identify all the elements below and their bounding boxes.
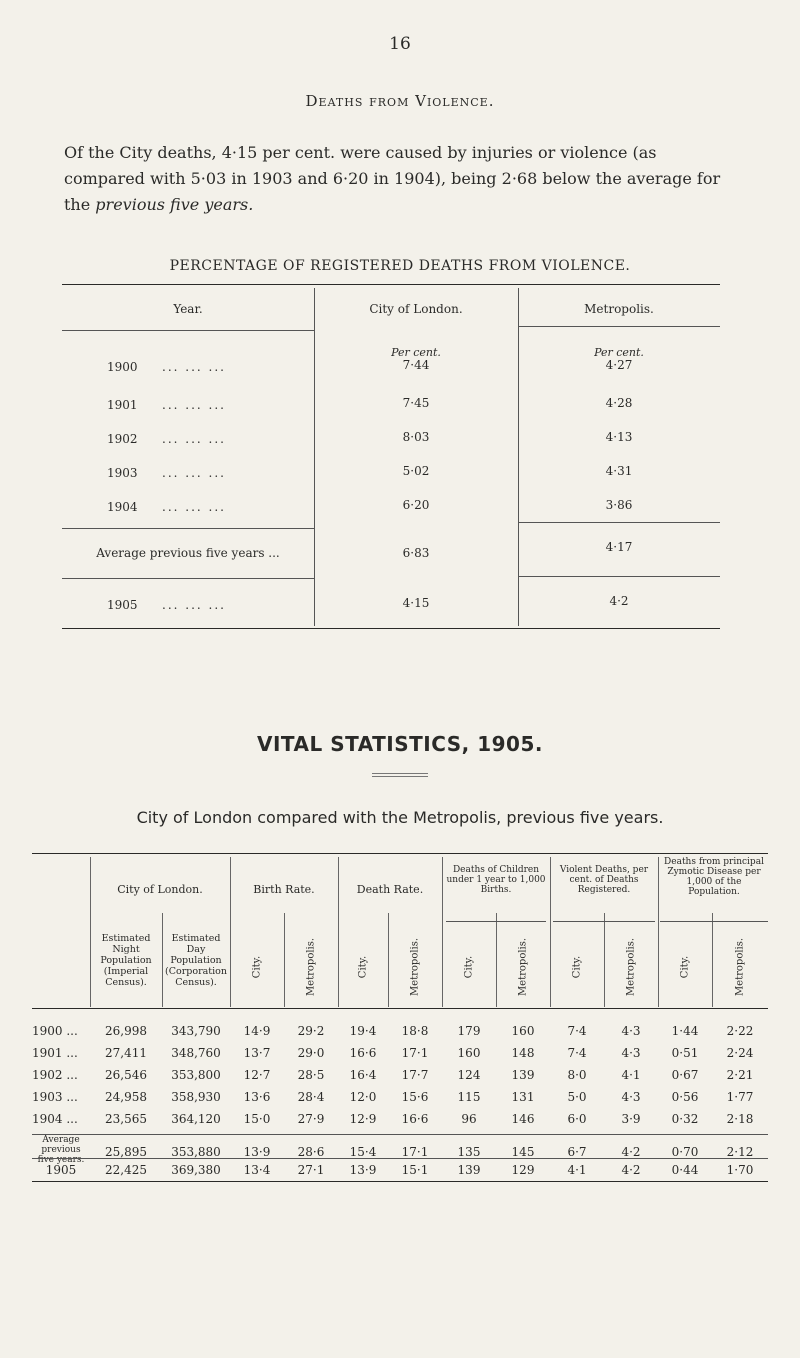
group-city-london: City of London. — [117, 883, 203, 896]
row-value: 4·1 — [567, 1163, 587, 1177]
row-value: 0·44 — [671, 1163, 699, 1177]
current-metro: 4·2 — [609, 594, 629, 608]
row-dots: ... ... ... — [162, 360, 226, 374]
row-value: 0·51 — [671, 1046, 699, 1060]
table1-header-rule — [62, 330, 314, 331]
row-value: 22,425 — [105, 1163, 147, 1177]
table2-divider — [338, 857, 339, 1007]
row-value: 26,998 — [105, 1024, 147, 1038]
row-value: 4·2 — [621, 1163, 641, 1177]
row-value: 369,380 — [171, 1163, 221, 1177]
row-value: 6·7 — [567, 1145, 587, 1159]
row-label: 1904 ... — [32, 1112, 78, 1126]
row-value: 27,411 — [105, 1046, 147, 1060]
row-value: 4·3 — [621, 1024, 641, 1038]
row-value: 16·4 — [349, 1068, 377, 1082]
row-value: 0·70 — [671, 1145, 699, 1159]
row-label: Average previous five years. — [37, 1135, 85, 1165]
row-value: 4·3 — [621, 1090, 641, 1104]
sub-label: Metropolis. — [305, 937, 317, 997]
header-year: Year. — [173, 302, 203, 316]
row-value: 358,930 — [171, 1090, 221, 1104]
row-value: 28·6 — [297, 1145, 325, 1159]
row-dots: ... ... ... — [162, 398, 226, 412]
row-value: 139 — [457, 1163, 481, 1177]
vital-statistics-subtitle: City of London compared with the Metropolis, previous five years. — [136, 808, 664, 827]
average-metro: 4·17 — [605, 540, 633, 554]
table2-group-rule — [446, 921, 546, 922]
row-value: 0·67 — [671, 1068, 699, 1082]
row-value: 348,760 — [171, 1046, 221, 1060]
table2-divider — [388, 913, 389, 1007]
row-metro: 4·13 — [605, 430, 633, 444]
sub-death-city — [353, 937, 373, 997]
sub-violent-city — [567, 937, 587, 997]
row-value: 3·9 — [621, 1112, 641, 1126]
table2-rule — [32, 1158, 768, 1159]
row-value: 28·4 — [297, 1090, 325, 1104]
table2-group-rule — [660, 921, 768, 922]
sub-children-city — [459, 937, 479, 997]
row-value: 29·2 — [297, 1024, 325, 1038]
row-year: 1903 — [107, 466, 138, 480]
row-value: 18·8 — [401, 1024, 429, 1038]
sub-night-population: Estimated Night Population (Imperial Census). — [100, 933, 152, 988]
row-value: 0·32 — [671, 1112, 699, 1126]
table1-rule — [518, 576, 720, 577]
row-value: 115 — [457, 1090, 481, 1104]
sub-label: City. — [357, 955, 369, 979]
group-zymotic-deaths: Deaths from principal Zymotic Disease per 1,000 of the Population. — [664, 857, 764, 897]
row-value: 12·0 — [349, 1090, 377, 1104]
row-value: 146 — [511, 1112, 535, 1126]
table2-header-rule — [32, 1008, 768, 1009]
average-city: 6·83 — [402, 546, 430, 560]
row-value: 7·4 — [567, 1046, 587, 1060]
row-value: 124 — [457, 1068, 481, 1082]
paragraph-emphasis: previous five years. — [95, 195, 254, 214]
row-city: 7·45 — [402, 396, 430, 410]
row-value: 353,880 — [171, 1145, 221, 1159]
current-year: 1905 — [107, 598, 138, 612]
group-death-rate: Death Rate. — [356, 883, 424, 896]
sub-birth-metro — [301, 937, 321, 997]
row-value: 7·4 — [567, 1024, 587, 1038]
sub-label: City. — [463, 955, 475, 979]
row-value: 15·0 — [243, 1112, 271, 1126]
row-value: 16·6 — [349, 1046, 377, 1060]
row-city: 6·20 — [402, 498, 430, 512]
row-value: 2·21 — [726, 1068, 754, 1082]
row-dots: ... ... ... — [162, 432, 226, 446]
row-value: 1·77 — [726, 1090, 754, 1104]
paragraph-text: Of the City deaths, 4·15 per cent. were caused by injuries or violence (as compared with 5·03 in 1903 and 6·20 in 1904), being 2·68 below the average for the — [64, 143, 721, 214]
row-value: 2·24 — [726, 1046, 754, 1060]
group-birth-rate: Birth Rate. — [253, 883, 315, 896]
row-metro: 4·27 — [605, 358, 633, 372]
row-label: 1902 ... — [32, 1068, 78, 1082]
sub-day-population: Estimated Day Population (Corporation Census). — [165, 933, 227, 988]
row-value: 4·3 — [621, 1046, 641, 1060]
table2-divider — [284, 913, 285, 1007]
row-value: 135 — [457, 1145, 481, 1159]
row-value: 12·9 — [349, 1112, 377, 1126]
row-value: 353,800 — [171, 1068, 221, 1082]
table2-divider — [442, 857, 443, 1007]
table2-bottom-rule — [32, 1181, 768, 1182]
row-value: 6·0 — [567, 1112, 587, 1126]
row-value: 14·9 — [243, 1024, 271, 1038]
section-title: Deaths from Violence. — [305, 92, 495, 110]
row-value: 2·12 — [726, 1145, 754, 1159]
sub-label: City. — [571, 955, 583, 979]
row-value: 17·1 — [401, 1145, 429, 1159]
vital-statistics-title: VITAL STATISTICS, 1905. — [257, 732, 543, 756]
row-value: 25,895 — [105, 1145, 147, 1159]
row-year: 1900 — [107, 360, 138, 374]
row-value: 16·6 — [401, 1112, 429, 1126]
average-label: Average previous five years ... — [96, 546, 280, 560]
sub-label: Metropolis. — [734, 937, 746, 997]
row-value: 17·1 — [401, 1046, 429, 1060]
row-metro: 4·31 — [605, 464, 633, 478]
vital-statistics-table — [32, 853, 768, 1183]
sub-children-metro — [513, 937, 533, 997]
row-city: 5·02 — [402, 464, 430, 478]
group-violent-deaths: Violent Deaths, per cent. of Deaths Registered. — [559, 865, 649, 895]
row-metro: 4·28 — [605, 396, 633, 410]
row-label: 1903 ... — [32, 1090, 78, 1104]
row-value: 15·1 — [401, 1163, 429, 1177]
sub-label: City. — [251, 955, 263, 979]
row-value: 129 — [511, 1163, 535, 1177]
row-value: 13·7 — [243, 1046, 271, 1060]
row-value: 4·2 — [621, 1145, 641, 1159]
table1-rule — [62, 578, 314, 579]
table1-rule — [518, 522, 720, 523]
row-value: 26,546 — [105, 1068, 147, 1082]
row-value: 160 — [457, 1046, 481, 1060]
row-value: 364,120 — [171, 1112, 221, 1126]
row-year: 1904 — [107, 500, 138, 514]
row-value: 4·1 — [621, 1068, 641, 1082]
row-value: 139 — [511, 1068, 535, 1082]
sub-label: Metropolis. — [625, 937, 637, 997]
sub-label: Metropolis. — [517, 937, 529, 997]
row-value: 145 — [511, 1145, 535, 1159]
row-value: 12·7 — [243, 1068, 271, 1082]
row-value: 8·0 — [567, 1068, 587, 1082]
row-value: 96 — [461, 1112, 477, 1126]
row-value: 15·4 — [349, 1145, 377, 1159]
row-value: 13·9 — [349, 1163, 377, 1177]
page-number: 16 — [389, 34, 411, 54]
sub-zymotic-city — [675, 937, 695, 997]
row-value: 2·18 — [726, 1112, 754, 1126]
table1-title: PERCENTAGE OF REGISTERED DEATHS FROM VIOLENCE. — [169, 258, 631, 274]
row-value: 343,790 — [171, 1024, 221, 1038]
header-metro: Metropolis. — [584, 302, 654, 316]
row-metro: 3·86 — [605, 498, 633, 512]
row-value: 160 — [511, 1024, 535, 1038]
row-value: 13·4 — [243, 1163, 271, 1177]
row-value: 1·44 — [671, 1024, 699, 1038]
table1-rule — [62, 528, 314, 529]
row-value: 28·5 — [297, 1068, 325, 1082]
row-label: 1901 ... — [32, 1046, 78, 1060]
table1-divider — [314, 288, 315, 626]
sub-label: Metropolis. — [409, 937, 421, 997]
row-city: 8·03 — [402, 430, 430, 444]
row-value: 2·22 — [726, 1024, 754, 1038]
row-value: 27·1 — [297, 1163, 325, 1177]
current-dots: ... ... ... — [162, 598, 226, 612]
row-year: 1902 — [107, 432, 138, 446]
row-value: 0·56 — [671, 1090, 699, 1104]
unit-city: Per cent. — [391, 346, 441, 359]
row-dots: ... ... ... — [162, 500, 226, 514]
row-year: 1901 — [107, 398, 138, 412]
intro-paragraph — [64, 140, 736, 218]
table1-header-rule — [518, 326, 720, 327]
table2-top-rule — [32, 853, 768, 854]
current-city: 4·15 — [402, 596, 430, 610]
group-children-deaths: Deaths of Children under 1 year to 1,000 Births. — [446, 865, 546, 895]
table2-divider — [658, 857, 659, 1007]
table2-rule — [32, 1134, 768, 1135]
sub-birth-city — [247, 937, 267, 997]
row-value: 179 — [457, 1024, 481, 1038]
row-value: 17·7 — [401, 1068, 429, 1082]
sub-death-metro — [405, 937, 425, 997]
sub-label: City. — [679, 955, 691, 979]
row-value: 24,958 — [105, 1090, 147, 1104]
table1-top-rule — [62, 284, 720, 285]
row-value: 19·4 — [349, 1024, 377, 1038]
row-value: 131 — [511, 1090, 535, 1104]
row-label: 1905 — [45, 1163, 77, 1177]
row-value: 15·6 — [401, 1090, 429, 1104]
table2-divider — [496, 913, 497, 1007]
table2-divider — [712, 913, 713, 1007]
violence-table — [62, 284, 720, 632]
table2-group-rule — [553, 921, 655, 922]
table2-divider — [604, 913, 605, 1007]
table1-bottom-rule — [62, 628, 720, 629]
row-city: 7·44 — [402, 358, 430, 372]
row-value: 13·9 — [243, 1145, 271, 1159]
row-value: 148 — [511, 1046, 535, 1060]
sub-violent-metro — [621, 937, 641, 997]
sub-zymotic-metro — [730, 937, 750, 997]
row-value: 29·0 — [297, 1046, 325, 1060]
row-value: 13·6 — [243, 1090, 271, 1104]
row-value: 23,565 — [105, 1112, 147, 1126]
decorative-rule — [372, 773, 428, 777]
table2-divider — [230, 857, 231, 1007]
row-value: 5·0 — [567, 1090, 587, 1104]
header-city: City of London. — [369, 302, 463, 316]
row-value: 27·9 — [297, 1112, 325, 1126]
unit-metro: Per cent. — [594, 346, 644, 359]
row-value: 1·70 — [726, 1163, 754, 1177]
table2-divider — [550, 857, 551, 1007]
row-dots: ... ... ... — [162, 466, 226, 480]
row-label: 1900 ... — [32, 1024, 78, 1038]
